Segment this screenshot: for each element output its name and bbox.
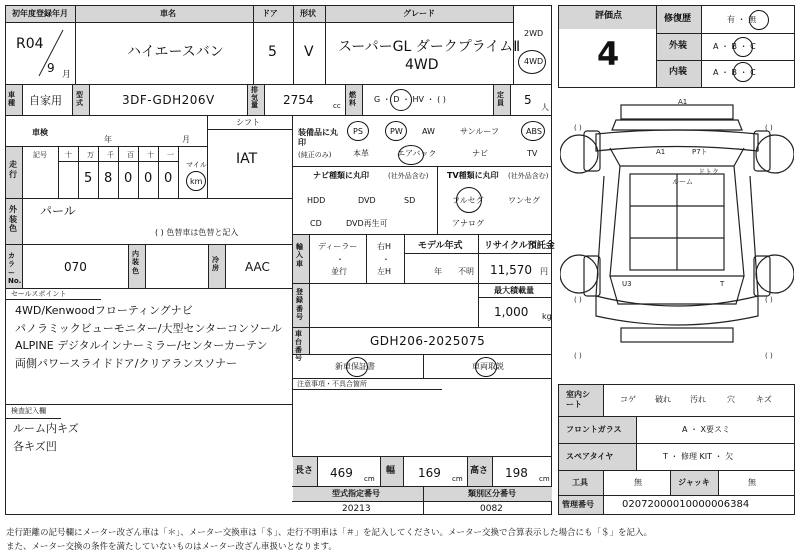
car-damage-diagram — [560, 96, 794, 378]
model-year-unit: 年 — [434, 267, 442, 276]
year-label: 初年度登録年月 — [12, 9, 68, 18]
inspection-year-unit: 年 — [104, 135, 112, 144]
mark-a1-left: A1 — [656, 148, 666, 156]
model-label: 型式 — [76, 91, 83, 107]
color-no-label: カラーNo. — [8, 252, 22, 286]
notes-label: 注意事項・不具合箇所 — [297, 380, 367, 388]
seat-burn: コゲ — [620, 395, 636, 404]
height-value: 198 — [505, 466, 528, 480]
month-unit: 月 — [62, 70, 72, 80]
mileage-digit-label-4: 十 — [147, 151, 154, 159]
footer-line-2: また、メーター交換の条件を満たしていないものはメーター改ざん車扱いとなります。 — [6, 542, 337, 552]
svg-text:( ): ( ) — [574, 296, 582, 304]
exterior-b-circle — [733, 37, 753, 57]
tv-analog: アナログ — [452, 219, 484, 228]
spare-value: T ・ 修理 KIT ・ 欠 — [663, 452, 734, 461]
width-label: 幅 — [386, 466, 396, 476]
svg-text:( ): ( ) — [574, 352, 582, 360]
height-unit: cm — [539, 475, 550, 483]
svg-text:( ): ( ) — [765, 124, 773, 132]
equip-navi: ナビ — [472, 149, 488, 158]
score-value: 4 — [597, 35, 620, 73]
max-load-unit: kg — [542, 312, 552, 321]
grade-label: グレード — [403, 9, 435, 18]
tv-oneseg: ワンセグ — [508, 196, 540, 205]
color-no-value: 070 — [64, 260, 87, 274]
glass-label: フロントガラス — [566, 425, 622, 434]
displacement-unit: cc — [333, 102, 341, 110]
cooler-value: AAC — [245, 260, 270, 274]
mileage-digit-label-2: 千 — [107, 151, 114, 159]
drive-2wd: 2WD — [524, 29, 544, 38]
fuel-options: G ・ D ・ HV ・ ( ) — [374, 95, 446, 104]
width-unit: cm — [452, 475, 463, 483]
navi-cd: CD — [310, 219, 322, 228]
shape-value: V — [304, 44, 314, 60]
inspection-month-unit: 月 — [182, 135, 190, 144]
exterior-label: 外装 — [669, 41, 688, 51]
equip-ps: PS — [353, 127, 363, 136]
shift-label: シフト — [236, 118, 260, 127]
mileage-record-label: 記号 — [33, 151, 47, 159]
repair-none-circle — [749, 10, 769, 30]
mark-a1-top: A1 — [678, 98, 688, 106]
inspector-label: 検査記入欄 — [11, 407, 46, 415]
tools-label: 工具 — [572, 478, 588, 487]
equip-abs: ABS — [526, 127, 542, 136]
model-year-label: モデル年式 — [418, 241, 463, 251]
displacement-label: 排気量 — [251, 86, 258, 110]
equip-tv: TV — [527, 149, 538, 158]
warranty-label: 新車保証書 — [335, 362, 375, 371]
svg-text:( ): ( ) — [574, 124, 582, 132]
model-year-value: 不明 — [458, 267, 474, 276]
seat-scratch: キズ — [756, 395, 772, 404]
name-label: 車名 — [160, 9, 176, 18]
navi-dvd-play: DVD再生可 — [346, 219, 388, 228]
seat-hole: 穴 — [727, 395, 735, 404]
header-label-row — [6, 6, 513, 22]
interior-value: A ・ B ・ C — [713, 68, 756, 77]
tv-label: TV種類に丸印 — [447, 171, 499, 180]
sales-point-3: ALPINE デジタルインナーミラー/センターカーテン — [15, 339, 268, 352]
mileage-digit-3: 0 — [144, 171, 153, 186]
capacity-label: 定員 — [497, 91, 504, 107]
navi-label: ナビ種類に丸印 — [313, 171, 369, 180]
class-label: 類別区分番号 — [468, 489, 516, 498]
recycle-label: リサイクル預託金 — [484, 241, 555, 251]
mileage-digit-label-5: 一 — [167, 151, 174, 159]
mileage-unit-mile: マイル — [186, 161, 207, 169]
navi-sub: (社外品含む) — [388, 172, 429, 180]
equip-leather: 本革 — [353, 149, 369, 158]
displacement-value: 2754 — [283, 93, 314, 107]
door-value: 5 — [268, 44, 277, 60]
import-label: 輸入車 — [296, 243, 303, 268]
equip-aw: AW — [422, 127, 435, 136]
import-parallel: 並行 — [331, 267, 347, 276]
glass-value: A ・ X要スミ — [682, 425, 731, 434]
usage-value: 自家用 — [29, 94, 62, 107]
mileage-digit-1: 8 — [104, 171, 113, 186]
chassis-value: GDH206-2025075 — [370, 334, 486, 348]
mileage-digit-0: 5 — [84, 171, 93, 186]
class-value: 0082 — [480, 504, 503, 514]
mark-doc: ドトク — [698, 168, 719, 176]
exterior-value: A ・ B ・ C — [713, 42, 756, 51]
width-value: 169 — [418, 466, 441, 480]
model-value: 3DF-GDH206V — [122, 93, 215, 107]
equip-airbag: エアバック — [397, 149, 437, 158]
repair-label: 修復歴 — [664, 14, 692, 24]
mark-p7: P7ト — [692, 148, 708, 156]
length-label: 長さ — [295, 466, 314, 476]
recycle-value: 11,570 — [490, 263, 532, 277]
cooler-label: 冷房 — [212, 256, 219, 273]
sales-point-4: 両側パワースライドドア/クリアランスソナー — [15, 357, 238, 370]
footer-line-1: 走行距離の記号欄にメーター改ざん車は「＊」、メーター交換車は「＄」、走行不明車は「＃」を記入してください。メーター交換で合算表示した場合にも「＄」を記入。 — [6, 528, 653, 538]
year-value: R04 — [16, 36, 44, 52]
tv-sub: (社外品含む) — [508, 172, 549, 180]
type-label: 型式指定番号 — [332, 489, 380, 498]
car-name: ハイエースバン — [127, 44, 224, 60]
navi-sd: SD — [404, 196, 416, 205]
usage-label: 車種 — [8, 91, 15, 107]
grade-value: スーパーGL ダークプライムⅡ — [338, 39, 521, 55]
mileage-unit-km: km — [190, 177, 203, 186]
fuel-diesel-circle — [390, 89, 412, 111]
management-label: 管理番号 — [562, 500, 594, 509]
color-note: ( ) 色替車は色替と記入 — [155, 228, 239, 237]
tv-fullseg: フルセグ — [452, 196, 484, 205]
navi-hdd: HDD — [307, 196, 326, 205]
max-load-label: 最大積載量 — [494, 286, 534, 295]
equip-pw: PW — [390, 127, 403, 136]
length-value: 469 — [330, 466, 353, 480]
mileage-digit-4: 0 — [164, 171, 173, 186]
fuel-label: 燃料 — [349, 91, 356, 107]
capacity-unit: 人 — [541, 103, 549, 112]
management-value: 02072000010000006384 — [622, 499, 750, 510]
length-unit: cm — [364, 475, 375, 483]
inspector-line-1: ルーム内キズ — [13, 422, 79, 435]
height-label: 高さ — [470, 466, 489, 476]
shift-value: IAT — [236, 151, 258, 167]
mileage-label: 走行 — [9, 160, 17, 179]
seat-tear: 破れ — [655, 395, 671, 404]
seat-stain: 汚れ — [690, 395, 706, 404]
reg-label: 登録番号 — [296, 288, 303, 322]
month-value: 9 — [47, 61, 55, 75]
import-right: 右H — [377, 242, 392, 251]
max-load-value: 1,000 — [494, 305, 529, 319]
equipment-label: 装備品に丸印 — [298, 128, 338, 148]
svg-text:( ): ( ) — [765, 296, 773, 304]
repair-value: 有 ・ 無 — [727, 15, 757, 24]
main-form — [5, 5, 552, 515]
import-sep-2: ・ — [382, 255, 390, 264]
recycle-unit: 円 — [540, 267, 548, 276]
mileage-digit-2: 0 — [124, 171, 133, 186]
equip-sunroof: サンルーフ — [460, 127, 499, 136]
interior-color-label: 内装色 — [132, 250, 139, 275]
tools-value: 無 — [634, 478, 642, 487]
equipment-sublabel: (純正のみ) — [298, 151, 332, 159]
sales-points-label: セールスポイント — [11, 290, 67, 298]
jack-value: 無 — [748, 478, 756, 487]
seat-label: 室内シート — [566, 390, 590, 410]
mark-room: ルーム — [672, 178, 693, 186]
manual-label: 車両取説 — [472, 362, 504, 371]
jack-label: ジャッキ — [678, 478, 710, 487]
import-left: 左H — [377, 267, 392, 276]
sales-point-1: 4WD/Kenwoodフローティングナビ — [15, 304, 193, 317]
color-label: 外装色 — [9, 205, 17, 234]
inspector-line-2: 各キズ凹 — [13, 440, 57, 453]
spare-label: スペアタイヤ — [566, 452, 614, 461]
shape-label: 形状 — [300, 9, 316, 18]
svg-text:( ): ( ) — [765, 352, 773, 360]
import-dealer: ディーラー — [318, 242, 358, 251]
inspection-label: 車検 — [32, 128, 48, 137]
type-value: 20213 — [342, 504, 371, 514]
mileage-digit-label-0: 十 — [65, 151, 72, 159]
door-label: ドア — [262, 9, 278, 18]
score-label: 評価点 — [595, 11, 623, 21]
mark-u3: U3 — [622, 280, 632, 288]
color-value: パール — [40, 204, 76, 218]
drive-4wd: 4WD — [524, 57, 544, 66]
mileage-digit-label-3: 百 — [127, 151, 134, 159]
interior-label: 内装 — [669, 67, 688, 77]
navi-dvd: DVD — [358, 196, 376, 205]
interior-b-circle — [733, 62, 753, 82]
mileage-digit-label-1: 万 — [87, 151, 94, 159]
capacity-value: 5 — [524, 93, 532, 107]
import-sep: ・ — [336, 255, 344, 264]
chassis-label: 車台番号 — [295, 330, 302, 363]
sales-point-2: パノラミックビューモニター/大型センターコンソール — [15, 322, 282, 335]
grade-drive: 4WD — [405, 57, 439, 73]
mark-t: T — [720, 280, 725, 288]
